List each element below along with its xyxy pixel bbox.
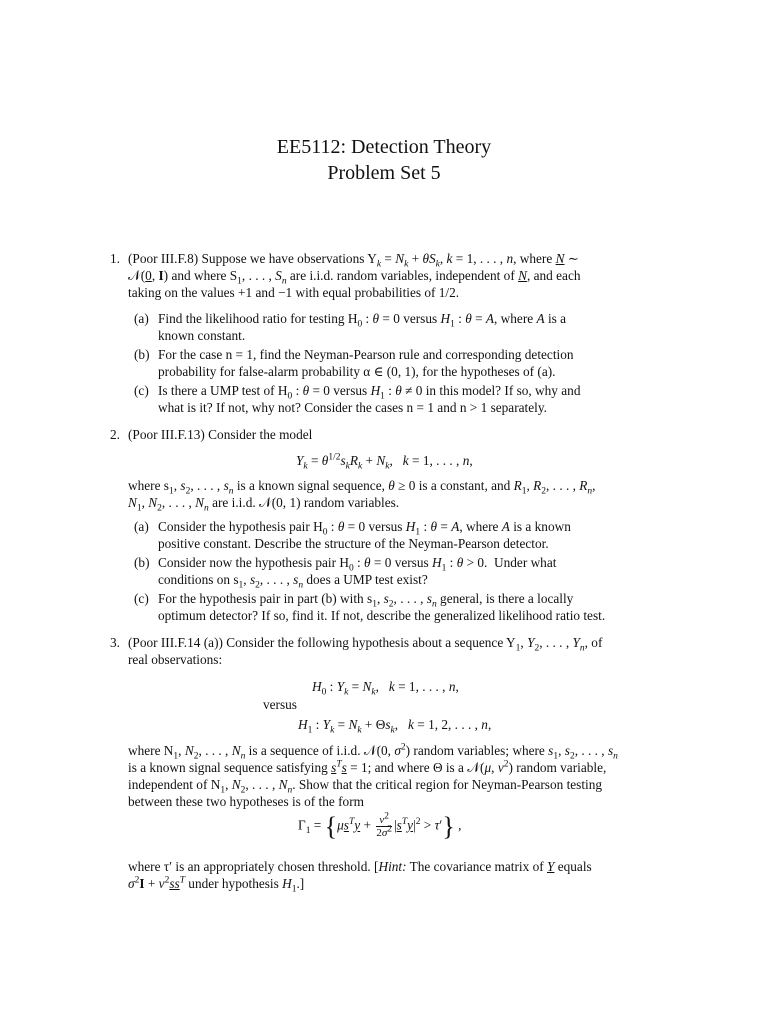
problem-text: where τ′ is an appropriately chosen threshold. [Hint: The covariance matrix of Y equals $\sigma^2I + v^2ss^T$ under hypothesis $H_1$.] bbox=[128, 859, 592, 895]
problem-line: taking on the values +1 and −1 with equal probabilities of 1/2. bbox=[128, 285, 460, 300]
problem-number: 1. bbox=[110, 251, 120, 266]
part-label: (c) bbox=[134, 591, 149, 606]
equation-h1: $H_1$ : $Y_k = N_k + \Theta s_k$, k = 1, 2, . . . , n, bbox=[298, 717, 492, 736]
part-text: Consider now the hypothesis pair $H_0$ : θ = 0 versus $H_1$ : θ > 0. Under what conditions on $s_1$, $s_2$, . . . , $s_n$ does a UMP test exist? bbox=[158, 555, 557, 591]
problem-text: (Poor III.F.14 (a)) Consider the following hypothesis about a sequence $Y_1$, $Y_2$, . . . , $Y_n$, of real observations: bbox=[128, 635, 603, 667]
problem-text: (Poor III.F.13) Consider the model bbox=[128, 427, 313, 442]
problem-text: where $s_1$, $s_2$, . . . , $s_n$ is a known signal sequence, θ ≥ 0 is a constant, and $R_1$, $R_2$, . . . , $R_n$, $N_1$, $N_2$, . . . , $N_n$ are i.i.d. 𝒩(0, 1) random variables. bbox=[128, 478, 596, 514]
problem-text: where $N_1$, $N_2$, . . . , $N_n$ is a sequence of i.i.d. 𝒩(0, $\sigma^2$) random variables; where $s_1$, $s_2$, . . . , $s_n$ is a known signal sequence satisfying $s^Ts = 1$; and where Θ is a 𝒩(μ, $v^2$) random variable, independent of $N_1$, $N_2$, . . . , $N_n$. Show that the critical region for Neyman-Pearson testing between these two hypotheses is of the form bbox=[128, 742, 618, 809]
problem-line: (Poor III.F.8) Suppose we have observations $Y_k = N_k + \theta S_k$, k = 1, . . . , n, where N ∼ bbox=[128, 251, 579, 270]
part-label: (b) bbox=[134, 347, 150, 362]
versus-label: versus bbox=[263, 697, 297, 712]
page-title: EE5112: Detection Theory bbox=[276, 136, 492, 158]
part-label: (b) bbox=[134, 555, 150, 570]
part-text: Consider the hypothesis pair $H_0$ : θ = 0 versus $H_1$ : θ = A, where A is a known positive constant. Describe the structure of the Neyman-Pearson detector. bbox=[158, 519, 571, 551]
problem-line: 𝒩(0, I) and where $S_1$, . . . , $S_n$ are i.i.d. random variables, independent of N, and each bbox=[128, 268, 581, 287]
part-text: Find the likelihood ratio for testing $H_0$ : θ = 0 versus $H_1$ : θ = A, where A is a known constant. bbox=[158, 311, 567, 343]
equation-model: $Y_k = \theta^{1/2}s_kR_k + N_k$, k = 1, . . . , n, bbox=[296, 452, 473, 472]
part-text: Is there a UMP test of $H_0$ : θ = 0 versus $H_1$ : θ ≠ 0 in this model? If so, why and what is it? If not, why not? Consider the cases n = 1 and n > 1 separately. bbox=[158, 383, 581, 415]
part-text: For the hypothesis pair in part (b) with $s_1$, $s_2$, . . . , $s_n$ general, is there a locally optimum detector? If so, find it. If not, describe the generalized likelihood ratio test. bbox=[158, 591, 606, 623]
page-subtitle: Problem Set 5 bbox=[327, 162, 441, 184]
part-label: (a) bbox=[134, 311, 149, 326]
problem-number: 3. bbox=[110, 635, 120, 650]
problem-number: 2. bbox=[110, 427, 120, 442]
problem-text bbox=[128, 250, 674, 301]
part-text: For the case n = 1, find the Neyman-Pearson rule and corresponding detection probability for false-alarm probability α ∈ (0, 1), for the hypotheses of (a). bbox=[158, 347, 574, 379]
equation-critical-region: $\Gamma_1 = \{\mu s^Ty$ + $\frac{v^2}{2\sigma^2}$ $|s^Ty|^2 > \tau'$} , bbox=[298, 811, 462, 841]
part-label: (c) bbox=[134, 383, 149, 398]
part-label: (a) bbox=[134, 519, 149, 534]
title-block bbox=[0, 134, 768, 186]
equation-h0: $H_0$ : $Y_k = N_k$, k = 1, . . . , n, bbox=[312, 679, 459, 698]
